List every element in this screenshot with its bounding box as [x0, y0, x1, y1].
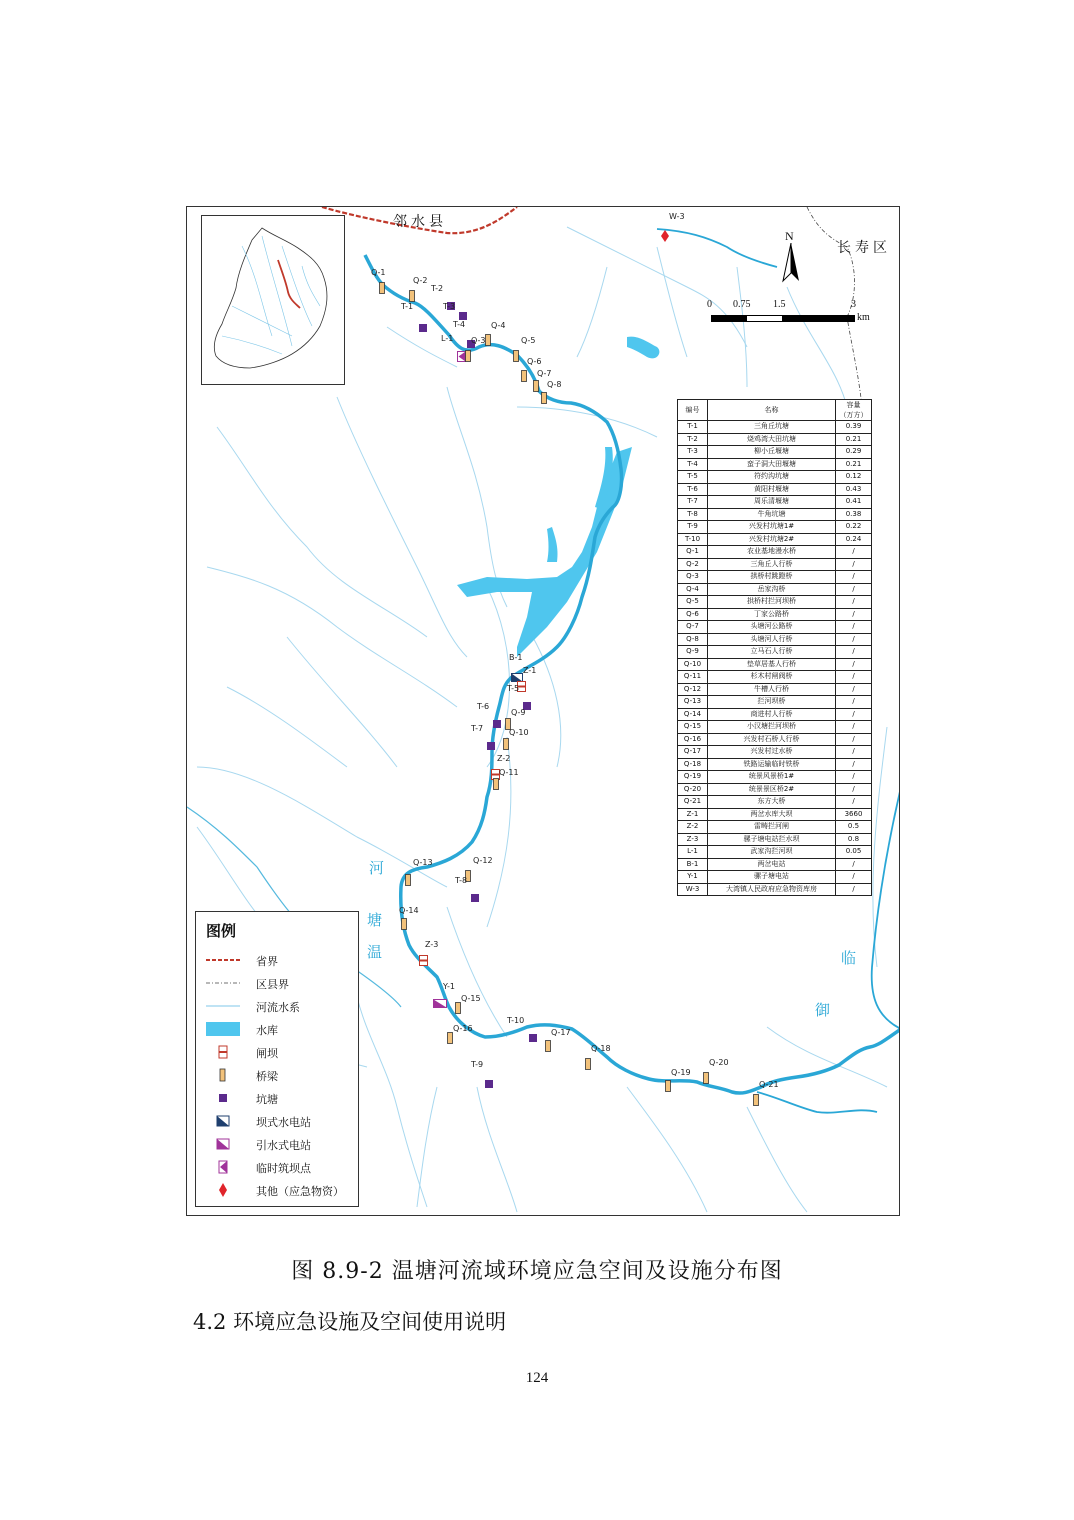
province-boundary-icon: [206, 952, 240, 968]
table-row: [678, 633, 872, 646]
table-row: [678, 621, 872, 634]
facility-label: Z-3: [425, 940, 439, 949]
legend-item-diversion-hydropower: [206, 1134, 356, 1156]
table-row: [678, 458, 872, 471]
table-row: [678, 883, 872, 896]
cell-name: 东方大桥: [708, 796, 836, 809]
facility-label: T-9: [471, 1060, 484, 1069]
cell-id: T-9: [678, 521, 708, 534]
cell-capacity: 0.21: [836, 433, 872, 446]
cell-capacity: 0.24: [836, 533, 872, 546]
cell-capacity: 0.5: [836, 821, 872, 834]
cell-name: 兴发村过水桥: [708, 746, 836, 759]
scale-unit: km: [857, 312, 870, 323]
table-row: [678, 746, 872, 759]
table-row: [678, 758, 872, 771]
legend-title: 图例: [206, 922, 237, 940]
legend-item-label: 河流水系: [256, 1001, 300, 1014]
bridge-icon: [541, 389, 547, 408]
facility-label: T-5: [507, 684, 520, 693]
facility-label: T-8: [455, 876, 468, 885]
facility-label: B-1: [509, 653, 523, 662]
diversion-hydropower-icon: [206, 1136, 240, 1152]
table-row: [678, 433, 872, 446]
facility-label: Q-9: [511, 708, 526, 717]
cell-id: Q-6: [678, 608, 708, 621]
cell-name: 铁路运输临时铁桥: [708, 758, 836, 771]
facility-label: Q-6: [527, 357, 542, 366]
cell-capacity: /: [836, 858, 872, 871]
table-row: [678, 671, 872, 684]
legend-item-label: 临时筑坝点: [256, 1162, 311, 1175]
table-row: [678, 846, 872, 859]
table-row: [678, 708, 872, 721]
facility-label: Q-14: [399, 906, 419, 915]
cell-capacity: /: [836, 696, 872, 709]
table-row: [678, 608, 872, 621]
table-row: [678, 471, 872, 484]
cell-id: T-10: [678, 533, 708, 546]
facility-label: T-6: [477, 702, 490, 711]
facility-label: Q-20: [709, 1058, 729, 1067]
table-row: [678, 683, 872, 696]
cell-name: 大湾镇人民政府应急物资库房: [708, 883, 836, 896]
cell-name: 蛮子洞大田堰塘: [708, 458, 836, 471]
cell-capacity: /: [836, 621, 872, 634]
legend-item-other: [206, 1180, 356, 1202]
pond-icon: [419, 317, 427, 336]
bridge-icon: [703, 1069, 709, 1088]
facility-label: Q-5: [521, 336, 536, 345]
facility-label: T-2: [431, 284, 444, 293]
county-label: 邻水县: [393, 214, 447, 230]
facility-label: T-1: [401, 302, 414, 311]
cell-capacity: 0.41: [836, 496, 872, 509]
bridge-icon: [206, 1067, 240, 1083]
cell-capacity: /: [836, 883, 872, 896]
scale-bar-graphic: [711, 315, 855, 322]
facility-label: T-7: [471, 724, 484, 733]
facility-table-header: [678, 400, 872, 421]
legend-item-dam-hydropower: [206, 1111, 356, 1133]
cell-id: W-3: [678, 883, 708, 896]
cell-capacity: 0.39: [836, 421, 872, 434]
legend-item-dam: [206, 1042, 356, 1064]
facility-label: Q-18: [591, 1044, 611, 1053]
facility-label: Q-8: [547, 380, 562, 389]
cell-capacity: /: [836, 583, 872, 596]
table-row: [678, 871, 872, 884]
table-row: [678, 496, 872, 509]
cell-id: Z-3: [678, 833, 708, 846]
facility-label: Q-7: [537, 369, 552, 378]
legend-item-label: 其他（应急物资）: [256, 1185, 344, 1198]
reservoir-icon: [206, 1021, 240, 1037]
bridge-icon: [465, 347, 471, 366]
cell-name: 牛槽人行桥: [708, 683, 836, 696]
cell-name: 统景风景桥1#: [708, 771, 836, 784]
cell-name: 垫草居基人行桥: [708, 658, 836, 671]
cell-id: Q-13: [678, 696, 708, 709]
table-row: [678, 721, 872, 734]
table-row: [678, 796, 872, 809]
table-row: [678, 596, 872, 609]
north-label: N: [785, 229, 794, 243]
cell-name: 三角丘人行桥: [708, 558, 836, 571]
cell-name: 两岔电站: [708, 858, 836, 871]
cell-capacity: 0.21: [836, 458, 872, 471]
bridge-icon: [533, 377, 539, 396]
cell-id: Q-9: [678, 646, 708, 659]
river-label-tang: 塘: [367, 911, 383, 929]
cell-id: Q-21: [678, 796, 708, 809]
cell-id: Q-2: [678, 558, 708, 571]
legend-item-label: 坑塘: [256, 1093, 278, 1106]
cell-name: 武家沟拦河坝: [708, 846, 836, 859]
cell-capacity: 0.8: [836, 833, 872, 846]
cell-capacity: /: [836, 746, 872, 759]
cell-capacity: 0.38: [836, 508, 872, 521]
cell-id: Q-4: [678, 583, 708, 596]
legend-item-label: 坝式水电站: [256, 1116, 311, 1129]
north-arrow-icon: [779, 243, 803, 287]
cell-id: Z-1: [678, 808, 708, 821]
bridge-icon: [503, 735, 509, 754]
cell-name: 周乐清堰塘: [708, 496, 836, 509]
cell-id: T-3: [678, 446, 708, 459]
cell-capacity: /: [836, 721, 872, 734]
cell-name: 丁家公路桥: [708, 608, 836, 621]
cell-name: 商进村人行桥: [708, 708, 836, 721]
header-capacity-line2: （万方）: [839, 411, 868, 419]
cell-id: Q-16: [678, 733, 708, 746]
facility-label: Q-10: [509, 728, 529, 737]
legend-item-pond: [206, 1088, 356, 1110]
facility-label: Q-21: [759, 1080, 779, 1089]
scale-tick-15: 1.5: [773, 299, 786, 310]
facility-label: Q-19: [671, 1068, 691, 1077]
bridge-icon: [379, 279, 385, 298]
cell-capacity: /: [836, 646, 872, 659]
facility-label: Q-17: [551, 1028, 571, 1037]
cell-id: Q-3: [678, 571, 708, 584]
bridge-icon: [401, 915, 407, 934]
facility-label: Y-1: [443, 982, 455, 991]
bridge-icon: [585, 1055, 591, 1074]
pond-icon: [487, 735, 495, 754]
table-row: [678, 808, 872, 821]
cell-name: 拦河坝桥: [708, 696, 836, 709]
header-name: 名称: [708, 400, 836, 421]
pond-icon: [529, 1027, 537, 1046]
cell-id: Q-11: [678, 671, 708, 684]
river-label-yu: 御: [815, 1001, 831, 1019]
table-row: [678, 571, 872, 584]
cell-capacity: /: [836, 546, 872, 559]
other-icon: [206, 1182, 240, 1198]
cell-capacity: /: [836, 871, 872, 884]
facility-label: Q-3: [471, 336, 486, 345]
cell-name: 头塘河人行桥: [708, 633, 836, 646]
cell-name: 拱桥村拦河坝桥: [708, 596, 836, 609]
river-label-he: 河: [369, 859, 385, 877]
cell-capacity: /: [836, 608, 872, 621]
header-id: 编号: [678, 400, 708, 421]
river-icon: [206, 998, 240, 1014]
cell-id: Q-20: [678, 783, 708, 796]
facility-label: Q-1: [371, 268, 386, 277]
cell-capacity: /: [836, 671, 872, 684]
cell-id: Q-7: [678, 621, 708, 634]
table-row: [678, 546, 872, 559]
table-row: [678, 833, 872, 846]
table-row: [678, 821, 872, 834]
cell-capacity: /: [836, 708, 872, 721]
cell-capacity: /: [836, 683, 872, 696]
cell-name: 兴发村石桥人行桥: [708, 733, 836, 746]
facility-label: Q-13: [413, 858, 433, 867]
cell-name: 骡子塘电站: [708, 871, 836, 884]
cell-capacity: 0.12: [836, 471, 872, 484]
bridge-icon: [493, 775, 499, 794]
legend-item-reservoir: [206, 1019, 356, 1041]
cell-capacity: 3660: [836, 808, 872, 821]
cell-name: 牛角坑塘: [708, 508, 836, 521]
cell-name: 黄阳村堰塘: [708, 483, 836, 496]
cell-capacity: 0.05: [836, 846, 872, 859]
table-row: [678, 783, 872, 796]
facility-label: T-4: [453, 320, 466, 329]
legend-item-river: [206, 996, 356, 1018]
table-row: [678, 646, 872, 659]
legend-item-label: 闸坝: [256, 1047, 278, 1060]
cell-id: T-1: [678, 421, 708, 434]
scale-tick-0: 0: [707, 299, 712, 310]
header-capacity-line1: 容量: [846, 401, 861, 409]
table-row: [678, 508, 872, 521]
bridge-icon: [521, 367, 527, 386]
dam-hydropower-icon: [206, 1113, 240, 1129]
cell-id: Q-5: [678, 596, 708, 609]
page-number: 124: [525, 1370, 549, 1386]
header-capacity: [836, 400, 872, 421]
bridge-icon: [405, 871, 411, 890]
cell-capacity: 0.43: [836, 483, 872, 496]
cell-id: Q-19: [678, 771, 708, 784]
pond-icon: [493, 713, 501, 732]
cell-id: T-8: [678, 508, 708, 521]
table-row: [678, 421, 872, 434]
bridge-icon: [485, 331, 491, 350]
scale-tick-3: 3: [851, 299, 856, 310]
cell-name: 拱桥村跳蹬桥: [708, 571, 836, 584]
pond-icon: [485, 1073, 493, 1092]
legend-item-temporary-dam: [206, 1157, 356, 1179]
cell-capacity: 0.29: [836, 446, 872, 459]
cell-name: 岳家沟桥: [708, 583, 836, 596]
facility-table: [677, 399, 872, 896]
cell-name: 雷畴拦河闸: [708, 821, 836, 834]
cell-capacity: /: [836, 596, 872, 609]
legend-item-label: 桥梁: [256, 1070, 278, 1083]
cell-id: Q-1: [678, 546, 708, 559]
cell-id: Q-10: [678, 658, 708, 671]
north-arrow: [779, 229, 803, 285]
cell-name: 两岔水库大坝: [708, 808, 836, 821]
cell-name: 兴发村坑塘2#: [708, 533, 836, 546]
cell-name: 杉木村闸阀桥: [708, 671, 836, 684]
cell-id: T-4: [678, 458, 708, 471]
table-row: [678, 658, 872, 671]
legend-item-label: 区县界: [256, 978, 289, 991]
county-boundary-icon: [206, 975, 240, 991]
facility-label: Q-11: [499, 768, 519, 777]
facility-label: Q-15: [461, 994, 481, 1003]
legend-item-label: 引水式电站: [256, 1139, 311, 1152]
bridge-icon: [665, 1077, 671, 1096]
cell-name: 统景景区桥2#: [708, 783, 836, 796]
table-row: [678, 696, 872, 709]
legend-item-county-boundary: [206, 973, 356, 995]
facility-label: T-10: [507, 1016, 525, 1025]
cell-id: T-5: [678, 471, 708, 484]
scale-tick-075: 0.75: [733, 299, 751, 310]
cell-id: L-1: [678, 846, 708, 859]
cell-capacity: /: [836, 733, 872, 746]
district-label: 长寿区: [837, 240, 891, 256]
table-row: [678, 733, 872, 746]
cell-capacity: /: [836, 783, 872, 796]
table-row: [678, 771, 872, 784]
other-icon: [661, 227, 669, 246]
table-row: [678, 521, 872, 534]
table-row: [678, 533, 872, 546]
cell-name: 烧鸡湾大田坑塘: [708, 433, 836, 446]
facility-label: Q-16: [453, 1024, 473, 1033]
legend-item-label: 水库: [256, 1024, 278, 1037]
facility-label: Z-1: [523, 666, 537, 675]
table-row: [678, 446, 872, 459]
cell-capacity: /: [836, 758, 872, 771]
legend-item-bridge: [206, 1065, 356, 1087]
map-legend: [195, 911, 359, 1207]
table-row: [678, 858, 872, 871]
facility-label: W-3: [669, 212, 685, 221]
scale-bar: [707, 299, 870, 329]
cell-capacity: /: [836, 571, 872, 584]
cell-capacity: /: [836, 558, 872, 571]
table-row: [678, 483, 872, 496]
cell-capacity: /: [836, 796, 872, 809]
cell-name: 柳小丘堰塘: [708, 446, 836, 459]
cell-id: Q-17: [678, 746, 708, 759]
facility-label: Q-4: [491, 321, 506, 330]
cell-capacity: 0.22: [836, 521, 872, 534]
cell-id: Z-2: [678, 821, 708, 834]
cell-name: 头塘河公路桥: [708, 621, 836, 634]
cell-id: T-7: [678, 496, 708, 509]
legend-item-province-boundary: [206, 950, 356, 972]
cell-id: B-1: [678, 858, 708, 871]
cell-id: T-6: [678, 483, 708, 496]
section-heading: 4.2 环境应急设施及空间使用说明: [193, 1310, 507, 1334]
pond-icon: [471, 887, 479, 906]
table-row: [678, 558, 872, 571]
map-frame: [186, 206, 900, 1216]
bridge-icon: [753, 1091, 759, 1110]
cell-name: 立马石人行桥: [708, 646, 836, 659]
cell-name: 符约沟坑塘: [708, 471, 836, 484]
facility-label: Z-2: [497, 754, 511, 763]
pond-icon: [206, 1090, 240, 1106]
cell-capacity: /: [836, 633, 872, 646]
cell-capacity: /: [836, 658, 872, 671]
inset-locator-map: [201, 215, 345, 385]
river-label-lin: 临: [841, 949, 857, 967]
cell-name: 兴发村坑塘1#: [708, 521, 836, 534]
dam-icon: [419, 951, 428, 970]
cell-id: T-2: [678, 433, 708, 446]
dam-icon: [206, 1044, 240, 1060]
cell-capacity: /: [836, 771, 872, 784]
figure-caption: 图 8.9-2 温塘河流域环境应急空间及设施分布图: [291, 1259, 783, 1284]
facility-label: T-3: [443, 302, 456, 311]
table-row: [678, 583, 872, 596]
cell-name: 农业基地漫水桥: [708, 546, 836, 559]
diversion-hydropower-icon: [433, 993, 447, 1012]
facility-label: Q-2: [413, 276, 428, 285]
cell-name: 骡子塘电站拦水坝: [708, 833, 836, 846]
cell-id: Q-12: [678, 683, 708, 696]
cell-name: 三角丘坑塘: [708, 421, 836, 434]
cell-id: Q-15: [678, 721, 708, 734]
facility-label: L-1: [441, 334, 454, 343]
legend-item-label: 省界: [256, 955, 278, 968]
temporary-dam-icon: [206, 1159, 240, 1175]
bridge-icon: [513, 347, 519, 366]
cell-id: Q-8: [678, 633, 708, 646]
cell-id: Y-1: [678, 871, 708, 884]
cell-name: 小汉塘拦河坝桥: [708, 721, 836, 734]
river-label-wen: 温: [367, 943, 383, 961]
facility-label: Q-12: [473, 856, 493, 865]
bridge-icon: [545, 1037, 551, 1056]
cell-id: Q-18: [678, 758, 708, 771]
cell-id: Q-14: [678, 708, 708, 721]
